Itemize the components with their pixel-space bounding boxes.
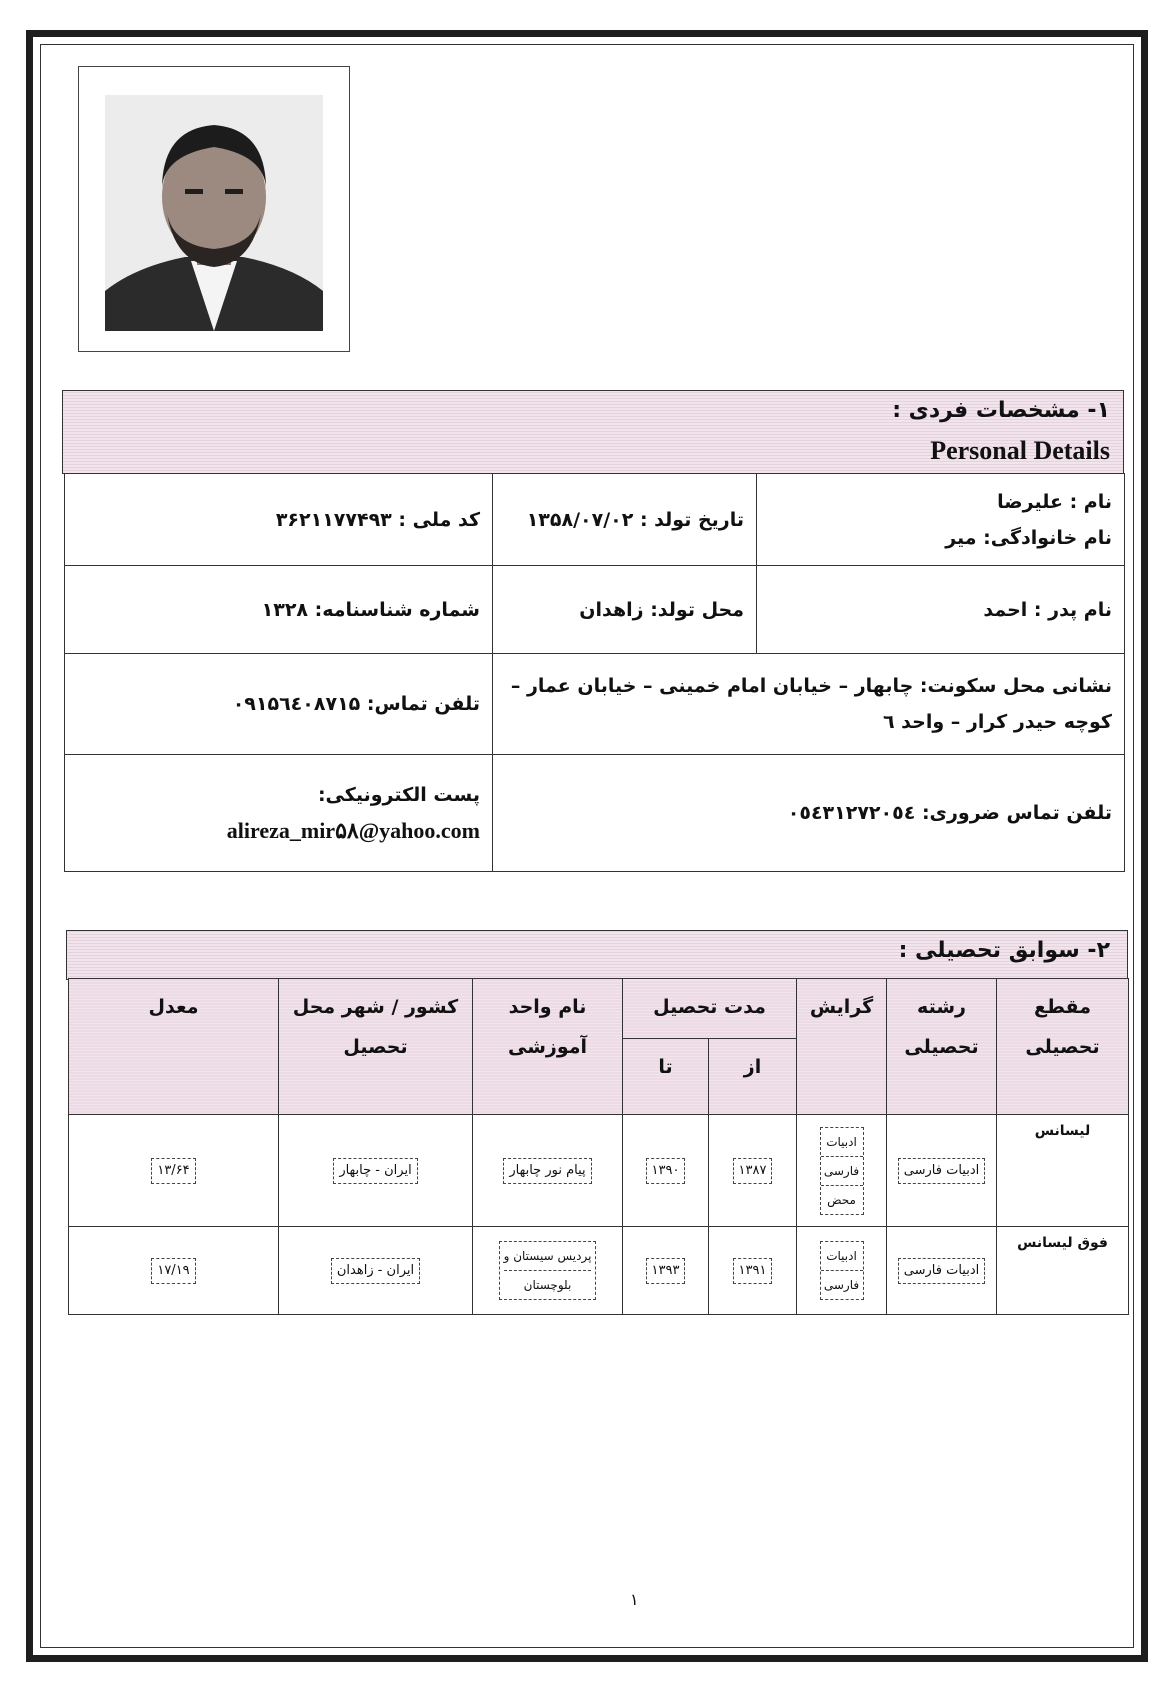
header-unit-line-1: نام واحد	[508, 996, 587, 1018]
education-title: ۲- سوابق تحصیلی :	[898, 938, 1110, 963]
header-gpa-text: معدل	[148, 996, 199, 1018]
unit-cell	[473, 1227, 623, 1315]
place-cell	[279, 1227, 473, 1315]
header-level-line-1: مقطع	[1034, 996, 1091, 1018]
place-box: ایران - زاهدان	[331, 1258, 420, 1284]
table-row	[69, 1115, 1129, 1227]
name-cell	[757, 474, 1125, 566]
unit-line: پردیس سیستان و	[504, 1242, 592, 1271]
table-row	[65, 755, 1125, 872]
header-level-line-2: تحصیلی	[1025, 1036, 1100, 1058]
birth-place: محل تولد: زاهدان	[579, 598, 744, 621]
page-number: ۱	[630, 1590, 639, 1609]
header-gpa	[69, 979, 279, 1115]
header-from-text: از	[743, 1056, 762, 1078]
unit-box	[499, 1241, 597, 1300]
emergency-phone-cell	[493, 755, 1125, 872]
education-table	[68, 978, 1129, 1315]
address-cell	[493, 654, 1125, 755]
id-number-cell	[65, 566, 493, 654]
gpa-cell	[69, 1115, 279, 1227]
from-cell	[709, 1227, 797, 1315]
header-place	[279, 979, 473, 1115]
profile-photo	[105, 95, 323, 331]
header-field	[887, 979, 997, 1115]
father-name: نام پدر : احمد	[983, 598, 1112, 621]
place-cell	[279, 1115, 473, 1227]
orientation-line: ادبیات	[821, 1128, 863, 1157]
national-code: کد ملی : ۳۶۲۱۱۷۷۴۹۳	[275, 508, 480, 531]
orientation-cell	[797, 1115, 887, 1227]
to-box: ۱۳۹۳	[646, 1258, 686, 1284]
field-cell	[887, 1227, 997, 1315]
unit-cell	[473, 1115, 623, 1227]
personal-details-table	[64, 473, 1125, 872]
father-name-cell	[757, 566, 1125, 654]
from-box: ۱۳۸۷	[733, 1158, 773, 1184]
email-value: alireza_mir۵۸@yahoo.com	[226, 818, 480, 843]
table-row	[65, 474, 1125, 566]
header-unit-line-2: آموزشی	[507, 1036, 588, 1058]
personal-details-title: ۱- مشخصات فردی :	[892, 398, 1110, 423]
table-row	[65, 566, 1125, 654]
emergency-phone: تلفن تماس ضروری: ۰٥٤۳۱۲۷۲۰٥٤	[787, 802, 1112, 824]
national-code-cell	[65, 474, 493, 566]
header-level	[997, 979, 1129, 1115]
phone: تلفن تماس: ۰۹۱۵٦٤۰۸۷۱۵	[232, 693, 480, 715]
header-row	[69, 979, 1129, 1039]
gpa-box: ۱۳/۶۴	[151, 1158, 195, 1184]
header-to-text: تا	[658, 1056, 673, 1078]
birth-date: تاریخ تولد : ۱۳۵۸/۰۷/۰۲	[526, 508, 744, 531]
birth-date-cell	[493, 474, 757, 566]
table-row	[65, 654, 1125, 755]
orientation-line: فارسی	[821, 1157, 863, 1186]
to-box: ۱۳۹۰	[646, 1158, 686, 1184]
header-from	[709, 1039, 797, 1115]
phone-cell	[65, 654, 493, 755]
header-to	[623, 1039, 709, 1115]
header-duration-text: مدت تحصیل	[653, 996, 766, 1018]
orientation-box	[820, 1127, 864, 1215]
address-line-2: کوچه حیدر کرار – واحد ٦	[882, 711, 1112, 733]
level-cell: لیسانس	[997, 1115, 1129, 1227]
orientation-line: محض	[827, 1192, 856, 1207]
from-box: ۱۳۹۱	[733, 1258, 773, 1284]
gpa-cell	[69, 1227, 279, 1315]
orientation-line: فارسی	[823, 1278, 860, 1292]
orientation-line: ادبیات	[821, 1242, 863, 1271]
header-field-line-1: رشته	[917, 996, 966, 1018]
header-place-line-1: کشور / شهر محل	[292, 996, 459, 1018]
field-box: ادبیات فارسی	[898, 1258, 985, 1284]
email-label: پست الکترونیکی:	[317, 784, 480, 806]
first-name: نام : علیرضا	[997, 490, 1112, 513]
unit-line: بلوچستان	[523, 1278, 572, 1292]
to-cell	[623, 1115, 709, 1227]
header-duration	[623, 979, 797, 1039]
orientation-box	[820, 1241, 864, 1300]
place-box: ایران - چابهار	[333, 1158, 417, 1184]
last-name: نام خانوادگی: میر	[945, 526, 1112, 549]
header-field-line-2: تحصیلی	[904, 1036, 979, 1058]
id-number: شماره شناسنامه: ۱۳۲۸	[261, 598, 480, 621]
to-cell	[623, 1227, 709, 1315]
level-cell: فوق لیسانس	[997, 1227, 1129, 1315]
orientation-cell	[797, 1227, 887, 1315]
header-orientation-text: گرایش	[809, 996, 874, 1018]
unit-box: پیام نور چابهار	[503, 1158, 591, 1184]
field-cell	[887, 1115, 997, 1227]
header-unit	[473, 979, 623, 1115]
gpa-box: ۱۷/۱۹	[151, 1258, 195, 1284]
birth-place-cell	[493, 566, 757, 654]
photo-frame	[78, 66, 350, 352]
address-line-1: نشانی محل سکونت: چابهار – خیابان امام خمینی – خیابان عمار –	[510, 675, 1112, 697]
table-row	[69, 1227, 1129, 1315]
header-place-line-2: تحصیل	[343, 1036, 408, 1058]
from-cell	[709, 1115, 797, 1227]
header-orientation	[797, 979, 887, 1115]
email-cell	[65, 755, 493, 872]
personal-details-title-en: Personal Details	[930, 436, 1110, 465]
field-box: ادبیات فارسی	[898, 1158, 985, 1184]
